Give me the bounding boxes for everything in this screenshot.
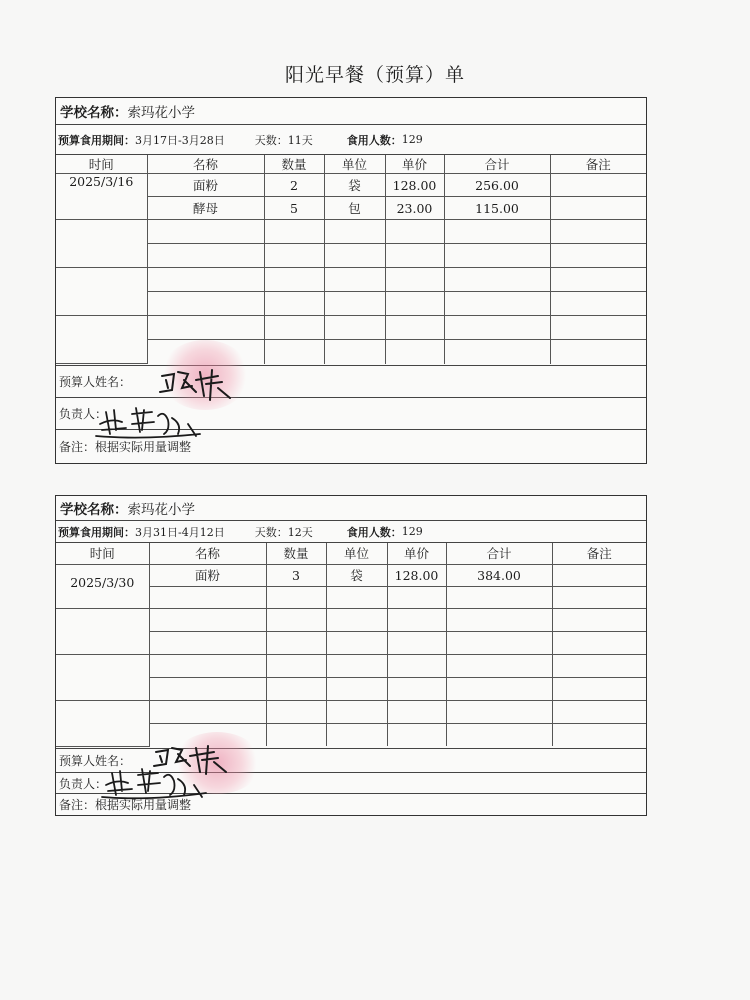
table-row bbox=[56, 608, 646, 631]
period-label: 预算食用期间： bbox=[58, 525, 135, 539]
table-header-row bbox=[56, 155, 646, 174]
people-label: 食用人数： bbox=[346, 525, 402, 539]
manager-label: 负责人： bbox=[59, 776, 108, 791]
header-note: 备注 bbox=[550, 155, 646, 174]
period-label: 预算食用期间： bbox=[58, 133, 135, 147]
preparer-row bbox=[56, 749, 646, 773]
people-value: 129 bbox=[401, 133, 423, 146]
days-label: 天数： bbox=[254, 133, 288, 147]
period-value: 3月31日-4月12日 bbox=[135, 525, 225, 539]
school-row bbox=[56, 496, 646, 521]
item-total: 115.00 bbox=[444, 197, 550, 220]
items-table bbox=[56, 155, 646, 364]
header-qty: 数量 bbox=[264, 155, 324, 174]
budget-form-2 bbox=[55, 495, 647, 816]
days-value: 11天 bbox=[287, 133, 313, 147]
header-total: 合计 bbox=[446, 543, 552, 564]
item-total: 256.00 bbox=[444, 174, 550, 197]
item-unit: 袋 bbox=[326, 564, 387, 586]
date-cell: 2025/3/16 bbox=[56, 174, 147, 220]
preparer-label: 预算人姓名： bbox=[59, 754, 132, 768]
item-name: 酵母 bbox=[147, 197, 264, 220]
header-total: 合计 bbox=[444, 155, 550, 174]
table-row bbox=[56, 316, 646, 340]
item-unit: 袋 bbox=[324, 174, 385, 197]
preparer-label: 预算人姓名： bbox=[59, 375, 132, 389]
school-name: 索玛花小学 bbox=[127, 105, 195, 121]
note-row bbox=[56, 430, 646, 463]
header-price: 单价 bbox=[385, 155, 444, 174]
period-row bbox=[56, 125, 646, 155]
budget-form-1 bbox=[55, 97, 647, 464]
page-title: 阳光早餐（预算）单 bbox=[284, 64, 465, 86]
items-table-wrap bbox=[56, 155, 646, 366]
period-row bbox=[56, 521, 646, 543]
item-qty: 3 bbox=[266, 564, 326, 586]
table-row bbox=[56, 174, 646, 197]
date-cell bbox=[56, 268, 147, 316]
school-label: 学校名称： bbox=[60, 502, 128, 518]
school-row bbox=[56, 98, 646, 125]
period-value: 3月17日-3月28日 bbox=[135, 133, 225, 147]
header-qty: 数量 bbox=[266, 543, 326, 564]
table-header-row bbox=[56, 543, 646, 564]
items-table bbox=[56, 543, 646, 747]
header-price: 单价 bbox=[387, 543, 446, 564]
header-note: 备注 bbox=[552, 543, 646, 564]
manager-row bbox=[56, 773, 646, 794]
people-value: 129 bbox=[401, 525, 423, 538]
header-unit: 单位 bbox=[324, 155, 385, 174]
header-name: 名称 bbox=[149, 543, 266, 564]
header-name: 名称 bbox=[147, 155, 264, 174]
item-unit: 包 bbox=[324, 197, 385, 220]
school-label: 学校名称： bbox=[60, 105, 128, 121]
table-row bbox=[56, 700, 646, 723]
table-row bbox=[56, 564, 646, 586]
date-cell bbox=[56, 700, 149, 746]
preparer-row bbox=[56, 366, 646, 398]
item-total: 384.00 bbox=[446, 564, 552, 586]
item-note bbox=[550, 174, 646, 197]
item-qty: 2 bbox=[264, 174, 324, 197]
note-text: 备注：根据实际用量调整 bbox=[59, 440, 192, 454]
item-price: 128.00 bbox=[385, 174, 444, 197]
school-name: 索玛花小学 bbox=[127, 502, 195, 518]
header-time: 时间 bbox=[56, 543, 149, 564]
item-price: 23.00 bbox=[385, 197, 444, 220]
date-cell bbox=[56, 654, 149, 700]
items-table-wrap bbox=[56, 543, 646, 749]
date-cell bbox=[56, 316, 147, 364]
days-label: 天数： bbox=[254, 525, 288, 539]
item-note bbox=[552, 564, 646, 586]
item-note bbox=[550, 197, 646, 220]
note-row bbox=[56, 794, 646, 814]
table-row bbox=[56, 654, 646, 677]
item-price: 128.00 bbox=[387, 564, 446, 586]
table-row bbox=[56, 268, 646, 292]
people-label: 食用人数： bbox=[346, 133, 402, 147]
date-cell: 2025/3/30 bbox=[56, 564, 149, 608]
header-unit: 单位 bbox=[326, 543, 387, 564]
header-time: 时间 bbox=[56, 155, 147, 174]
manager-label: 负责人： bbox=[59, 407, 108, 421]
date-cell bbox=[56, 220, 147, 268]
table-row bbox=[56, 220, 646, 244]
item-qty: 5 bbox=[264, 197, 324, 220]
days-value: 12天 bbox=[287, 525, 313, 539]
item-name: 面粉 bbox=[147, 174, 264, 197]
note-text: 备注：根据实际用量调整 bbox=[59, 797, 192, 812]
manager-row bbox=[56, 398, 646, 430]
item-name: 面粉 bbox=[149, 564, 266, 586]
date-cell bbox=[56, 608, 149, 654]
